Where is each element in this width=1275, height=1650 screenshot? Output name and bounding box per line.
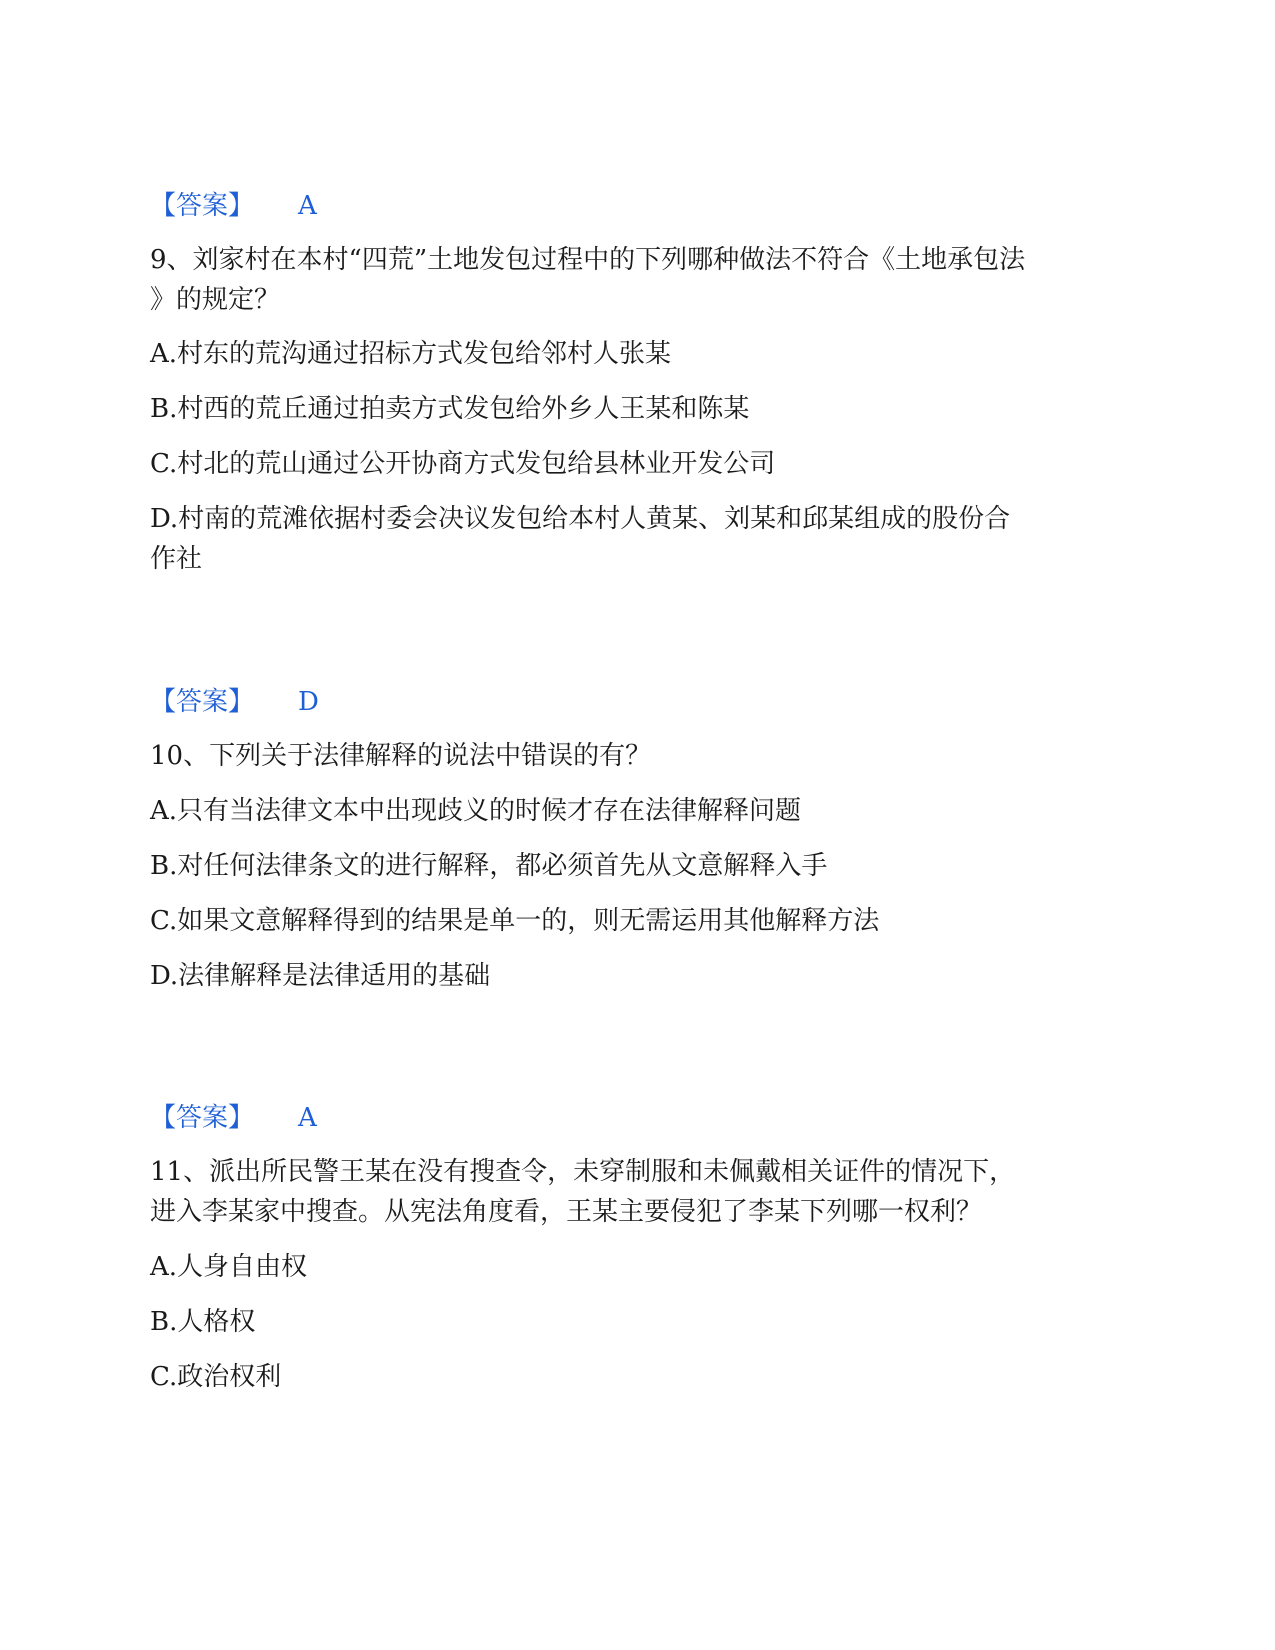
question-11-option-b: B.人格权 [150,1307,256,1337]
question-10-option-a: A.只有当法律文本中出现歧义的时候才存在法律解释问题 [150,796,802,826]
question-9-option-d-line-2: 作社 [150,544,203,574]
question-9-option-c: C.村北的荒山通过公开协商方式发包给县林业开发公司 [150,449,776,479]
question-10-option-c: C.如果文意解释得到的结果是单一的，则无需运用其他解释方法 [150,906,880,936]
answer-label: 【答案】 [150,191,255,221]
question-9-stem-line-2: 》的规定？ [150,285,281,315]
question-9-stem-line-1: 9、刘家村在本村“四荒”土地发包过程中的下列哪种做法不符合《土地承包法 [150,245,1026,275]
question-11-stem-line-1: 11、派出所民警王某在没有搜查令，未穿制服和未佩戴相关证件的情况下， [150,1157,1016,1187]
answer-row-q8 [150,186,317,226]
question-10-option-d: D.法律解释是法律适用的基础 [150,961,491,991]
answer-value: D [298,687,319,717]
question-10-stem: 10、下列关于法律解释的说法中错误的有？ [150,741,652,771]
question-9-option-d-line-1: D.村南的荒滩依据村委会决议发包给本村人黄某、刘某和邱某组成的股份合 [150,504,1011,534]
answer-value: A [298,191,317,221]
question-9-option-b: B.村西的荒丘通过拍卖方式发包给外乡人王某和陈某 [150,394,750,424]
question-9-option-a: A.村东的荒沟通过招标方式发包给邻村人张某 [150,339,672,369]
question-11-option-a: A.人身自由权 [150,1252,308,1282]
answer-row-q10 [150,1098,317,1138]
question-11-option-c: C.政治权利 [150,1362,282,1392]
answer-label: 【答案】 [150,1103,255,1133]
answer-label: 【答案】 [150,687,255,717]
question-11-stem-line-2: 进入李某家中搜查。从宪法角度看，王某主要侵犯了李某下列哪一权利？ [150,1197,983,1227]
answer-row-q9 [150,682,319,722]
question-10-option-b: B.对任何法律条文的进行解释，都必须首先从文意解释入手 [150,851,828,881]
answer-value: A [298,1103,317,1133]
